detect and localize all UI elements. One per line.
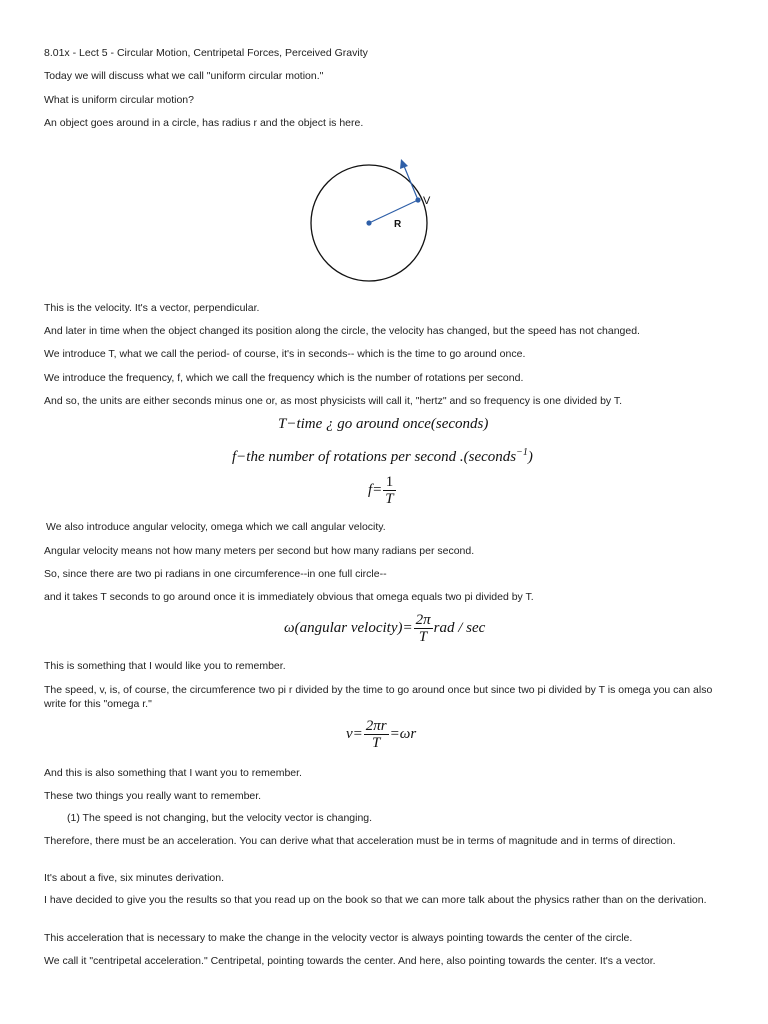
equation-speed (346, 718, 416, 751)
text-line: Today we will discuss what we call "uniform circular motion." (44, 70, 324, 82)
eq4-fraction (414, 612, 433, 645)
text-line: This acceleration that is necessary to make the change in the velocity vector is always pointing towards the center of the circle. (44, 932, 633, 944)
text-paragraph: I have decided to give you the results so that you read up on the book so that we can more talk about the physics rather than on the derivation. (44, 894, 707, 906)
text-line: We call it "centripetal acceleration." Centripetal, pointing towards the center. And here, also pointing towards the center. It's a vector. (44, 955, 656, 967)
eq5-numerator: 2πr (365, 718, 387, 734)
text-line: This is something that I would like you to remember. (44, 660, 286, 672)
equation-frequency (368, 474, 397, 507)
eq3-fraction (383, 474, 395, 507)
text-line: So, since there are two pi radians in one circumference--in one full circle-- (44, 568, 387, 580)
text-line: Angular velocity means not how many meters per second but how many radians per second. (44, 545, 475, 557)
text-line: And this is also something that I want you to remember. (44, 767, 302, 779)
text-line: This is the velocity. It's a vector, perpendicular. (44, 302, 260, 314)
eq4-rhs: rad / sec (433, 619, 486, 636)
velocity-label: V (423, 195, 431, 207)
eq3-denominator: T (385, 491, 394, 507)
eq4-denominator: T (418, 629, 428, 645)
text-line: It's about a five, six minutes derivation. (44, 872, 225, 884)
eq5-fraction (364, 718, 389, 751)
eq3-lhs: f= (368, 481, 383, 498)
equation-period: T−time ¿ go around once(seconds) (278, 416, 489, 432)
velocity-vector (404, 166, 418, 200)
line-title: 8.01x - Lect 5 - Circular Motion, Centripetal Forces, Perceived Gravity (44, 47, 368, 59)
eq2-text: f−the number of rotations per second .(seconds (232, 449, 517, 465)
text-line: These two things you really want to remember. (44, 790, 262, 802)
text-line: We introduce T, what we call the period- of course, it's in seconds-- which is the time to go around once. (44, 348, 526, 360)
text-line: What is uniform circular motion? (44, 94, 194, 106)
equation-omega (284, 612, 485, 645)
text-line: And later in time when the object changed its position along the circle, the velocity has changed, but the speed has not changed. (44, 325, 640, 337)
eq5-denominator: T (372, 735, 381, 751)
equation-frequency-def (232, 447, 533, 466)
radius-label: R (394, 219, 402, 230)
eq4-numerator: 2π (415, 612, 431, 628)
text-paragraph: The speed, v, is, of course, the circumference two pi r divided by the time to go around once but since two pi divided by T is omega you can also write for this "omega r." (44, 684, 713, 710)
eq4-lhs: ω(angular velocity)= (284, 619, 413, 636)
text-line: An object goes around in a circle, has radius r and the object is here. (44, 117, 364, 129)
text-line: And so, the units are either seconds minus one or, as most physicists will call it, "hertz" and so frequency is one divided by T. (44, 395, 623, 407)
eq5-lhs: v= (346, 725, 363, 742)
center-point (366, 220, 371, 225)
eq3-numerator: 1 (383, 474, 395, 491)
eq2-exponent: −1 (516, 447, 528, 458)
circle-diagram (300, 150, 460, 290)
list-item: (1) The speed is not changing, but the velocity vector is changing. (67, 812, 373, 824)
text-line: We also introduce angular velocity, omega which we call angular velocity. (46, 521, 386, 533)
velocity-arrowhead (400, 159, 408, 169)
eq2-close: ) (527, 449, 533, 465)
text-paragraph: Therefore, there must be an acceleration. You can derive what that acceleration must be in terms of magnitude and in terms of direction. (44, 835, 676, 847)
eq5-rhs: =ωr (389, 725, 417, 742)
text-line: and it takes T seconds to go around once it is immediately obvious that omega equals two pi divided by T. (44, 591, 534, 603)
text-line: We introduce the frequency, f, which we call the frequency which is the number of rotations per second. (44, 372, 524, 384)
